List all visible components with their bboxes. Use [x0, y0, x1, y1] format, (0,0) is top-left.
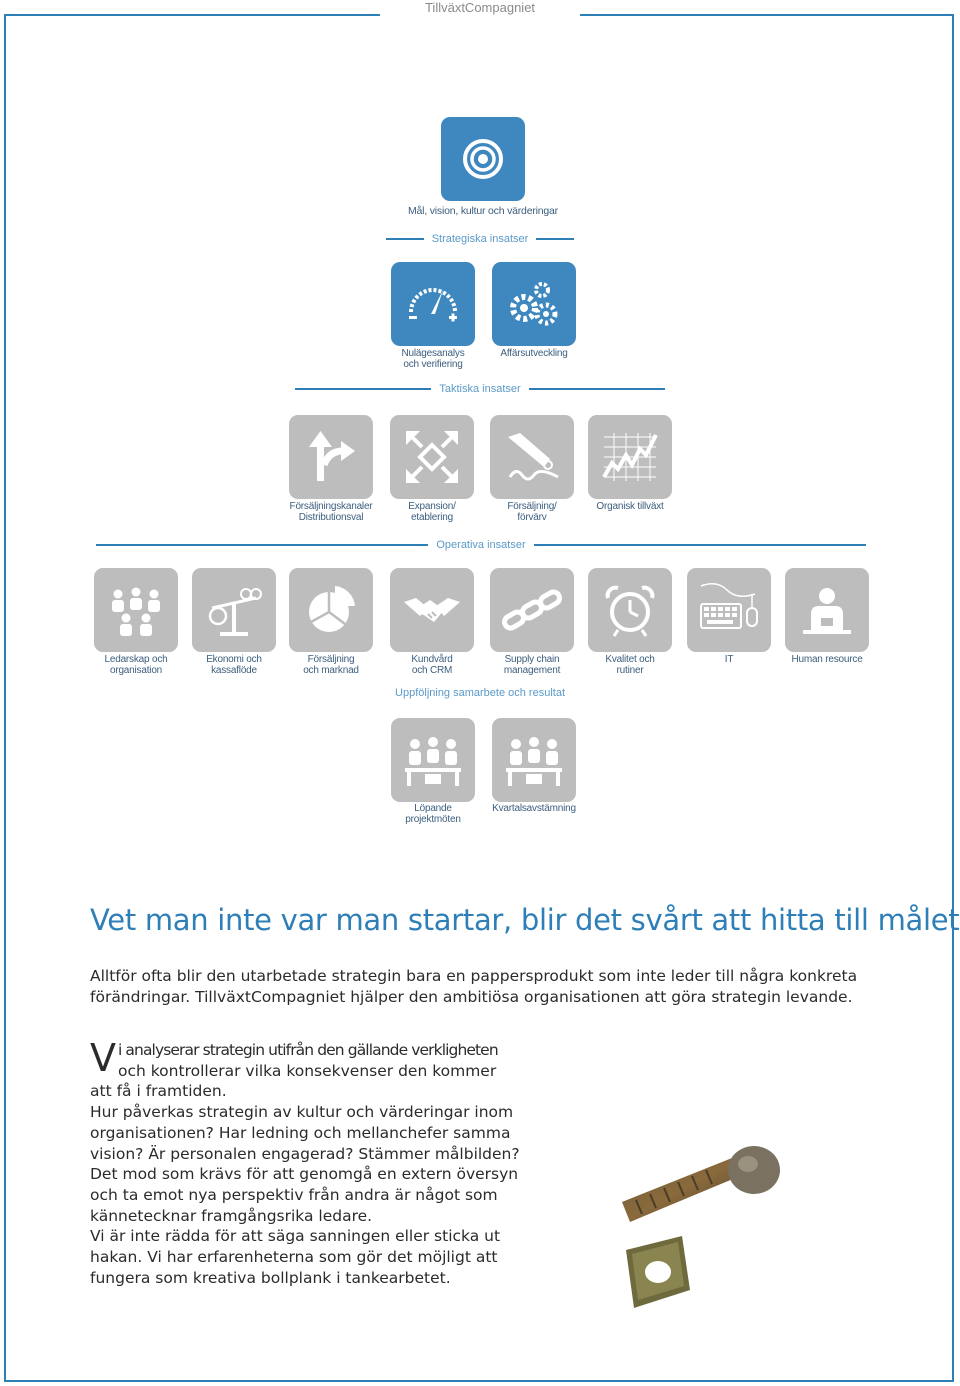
gears-icon [502, 272, 566, 336]
people-group-icon [104, 578, 168, 642]
body-paragraph-2: Hur påverkas strategin av kultur och värderingar inom organisationen? Har ledning och mellanchefer samma vision? Är personalen engagerad? Stämmer målbilden? [90, 1103, 520, 1163]
tile-forsaljningskanaler [289, 415, 373, 499]
header-title: TillväxtCompagniet [380, 0, 580, 22]
tile-affarsutveckling [492, 262, 576, 346]
body-text [90, 1036, 520, 1288]
body-first-line: i analyserar strategin utifrån den gällande verkligheten [118, 1041, 498, 1059]
label-ledarskap: Ledarskap och organisation [104, 654, 168, 676]
keyboard-mouse-icon [697, 578, 761, 642]
target-icon [451, 127, 515, 191]
section-followup: Uppföljning samarbete och resultat [395, 687, 565, 699]
label-supply-chain: Supply chain management [503, 654, 561, 676]
label-forsaljning-forvarv: Försäljning/ förvärv [507, 501, 557, 523]
tile-kundvard [390, 568, 474, 652]
label-kvalitet: Kvalitet och rutiner [605, 654, 655, 676]
alarm-clock-icon [598, 578, 662, 642]
section-operative: Operativa insatser [96, 537, 866, 553]
label-kvartalsavstamning: Kvartalsavstämning [492, 803, 576, 814]
tile-it [687, 568, 771, 652]
tile-ledarskap [94, 568, 178, 652]
body-paragraph-3: Det mod som krävs för att genomgå en extern översyn och ta emot nya perspektiv från andra är något som kännetecknar framgångsrika ledare. [90, 1165, 519, 1225]
label-expansion: Expansion/ etablering [408, 501, 456, 523]
lead-paragraph: Alltför ofta blir den utarbetade strategin bara en pappersprodukt som inte leder till några konkreta förändringar. TillväxtCompagniet hjälper den ambitiösa organisationen att göra strategin levande. [90, 967, 858, 1006]
goal-label: Mål, vision, kultur och värderingar [408, 205, 558, 217]
label-nulagesanalys: Nulägesanalys och verifiering [401, 348, 465, 370]
tile-supply-chain [490, 568, 574, 652]
drop-cap: V [90, 1036, 116, 1080]
road-sign-arrows-icon [299, 425, 363, 489]
tile-expansion [390, 415, 474, 499]
expand-arrows-icon [400, 425, 464, 489]
person-desk-icon [795, 578, 859, 642]
growth-chart-icon [598, 425, 662, 489]
section-tactical: Taktiska insatser [292, 381, 668, 397]
label-affarsutveckling: Affärsutveckling [500, 348, 568, 359]
label-human-resource: Human resource [791, 654, 863, 665]
tile-forsaljning-marknad [289, 568, 373, 652]
headline: Vet man inte var man startar, blir det svårt att hitta till målet [90, 903, 960, 937]
tile-kvartalsavstamning [492, 718, 576, 802]
label-organisk-tillvaxt: Organisk tillväxt [596, 501, 664, 512]
goal-tile [441, 117, 525, 201]
handshake-icon [400, 578, 464, 642]
tile-ekonomi [192, 568, 276, 652]
tile-forsaljning-forvarv [490, 415, 574, 499]
gauge-icon [401, 272, 465, 336]
tile-organisk-tillvaxt [588, 415, 672, 499]
label-lopande-projektmoten: Löpande projektmöten [405, 803, 461, 825]
meeting-icon [502, 728, 566, 792]
label-kundvard: Kundvård och CRM [411, 654, 453, 676]
label-ekonomi: Ekonomi och kassaflöde [206, 654, 262, 676]
tile-kvalitet [588, 568, 672, 652]
chain-icon [500, 578, 564, 642]
label-forsaljning-marknad: Försäljning och marknad [303, 654, 359, 676]
meeting-icon [401, 728, 465, 792]
tile-lopande-projektmoten [391, 718, 475, 802]
pie-chart-icon [299, 578, 363, 642]
signing-pen-icon [500, 425, 564, 489]
body-paragraph-1 [90, 1036, 520, 1102]
tile-human-resource [785, 568, 869, 652]
body-p1-rest: och kontrollerar vilka konsekvenser den kommer att få i framtiden. [90, 1061, 497, 1101]
balance-scale-icon [202, 578, 266, 642]
label-forsaljningskanaler: Försäljningskanaler Distributionsval [289, 501, 373, 523]
section-strategic: Strategiska insatser [386, 231, 574, 247]
rusty-bolt-and-nut-icon [612, 1140, 812, 1340]
body-paragraph-4: Vi är inte rädda för att säga sanningen eller sticka ut hakan. Vi har erfarenheterna som gör det möjligt att fungera som kreativa bollplank i tankearbetet. [90, 1227, 501, 1287]
tile-nulagesanalys [391, 262, 475, 346]
label-it: IT [724, 654, 734, 665]
